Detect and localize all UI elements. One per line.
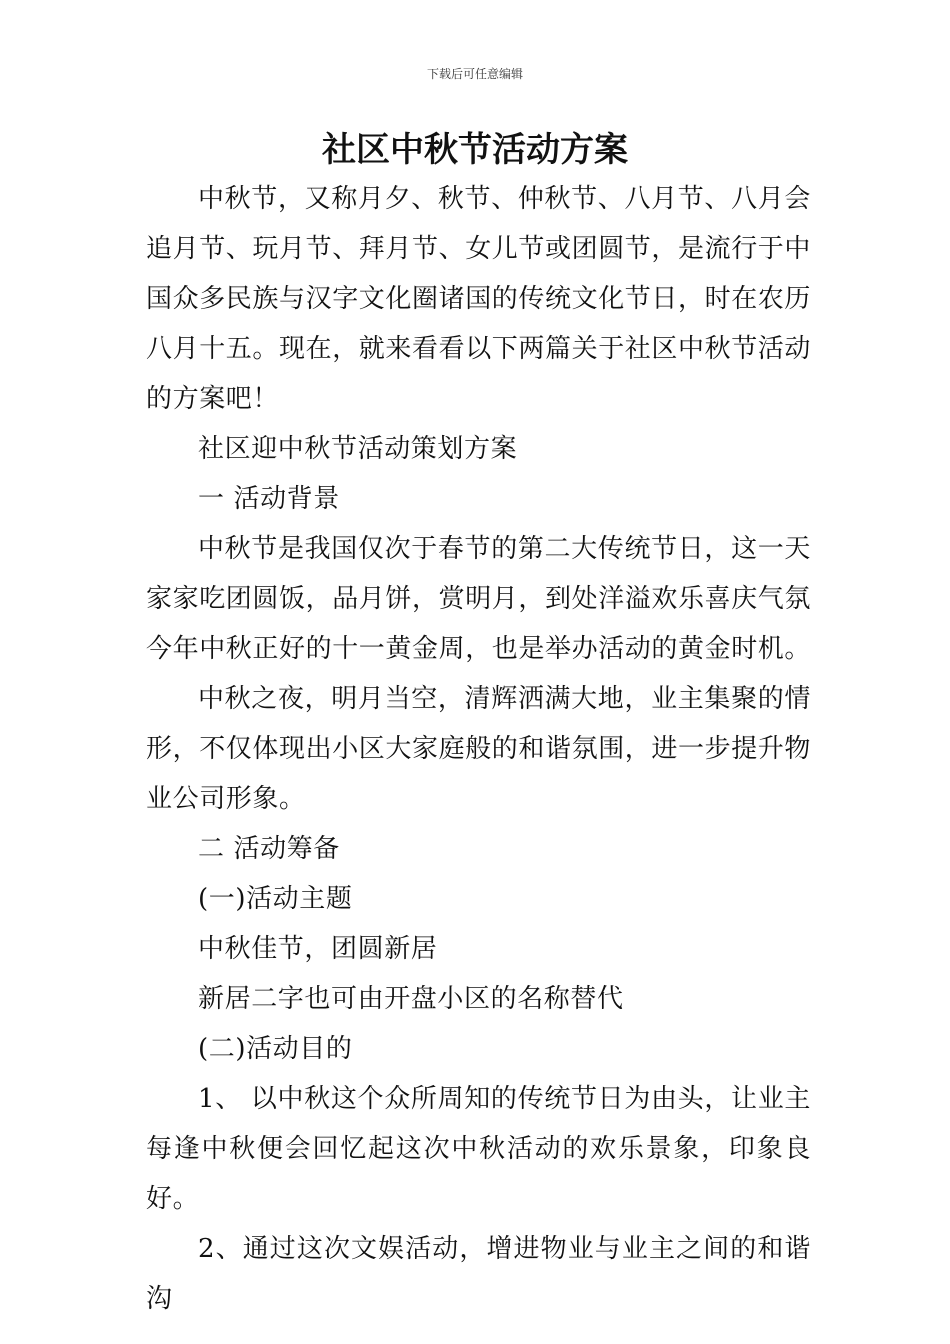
document-body [146,174,811,1324]
subheading-theme: (一)活动主题 [198,884,353,914]
paragraph-theme: 中秋佳节，团圆新居 [198,934,438,964]
paragraph-purpose-2: 2、通过这次文娱活动，增进物业与业主之间的和谐沟 [146,1234,811,1314]
section-heading-background: 一 活动背景 [198,484,340,514]
paragraph-plan-heading: 社区迎中秋节活动策划方案 [198,434,518,464]
paragraph-background-2: 中秋之夜，明月当空，清辉洒满大地，业主集聚的情形，不仅体现出小区大家庭般的和谐氛围，进一步提升物业公司形象。 [146,684,812,814]
paragraph-intro: 中秋节，又称月夕、秋节、仲秋节、八月节、八月会追月节、玩月节、拜月节、女儿节或团圆节，是流行于中国众多民族与汉字文化圈诸国的传统文化节日，时在农历八月十五。现在，就来看看以下两篇关于社区中秋节活动的方案吧！ [146,184,812,414]
document-title: 社区中秋节活动方案 [322,130,628,170]
subheading-purpose: (二)活动目的 [198,1034,353,1064]
header-note: 下载后可任意编辑 [426,67,523,81]
section-heading-preparation: 二 活动筹备 [198,834,340,864]
paragraph-theme-note: 新居二字也可由开盘小区的名称替代 [198,984,624,1014]
paragraph-background-1: 中秋节是我国仅次于春节的第二大传统节日，这一天家家吃团圆饭，品月饼，赏明月，到处洋溢欢乐喜庆气氛今年中秋正好的十一黄金周，也是举办活动的黄金时机。 [146,534,812,664]
paragraph-purpose-1: 1、 以中秋这个众所周知的传统节日为由头，让业主每逢中秋便会回忆起这次中秋活动的欢乐景象，印象良好。 [146,1084,811,1214]
